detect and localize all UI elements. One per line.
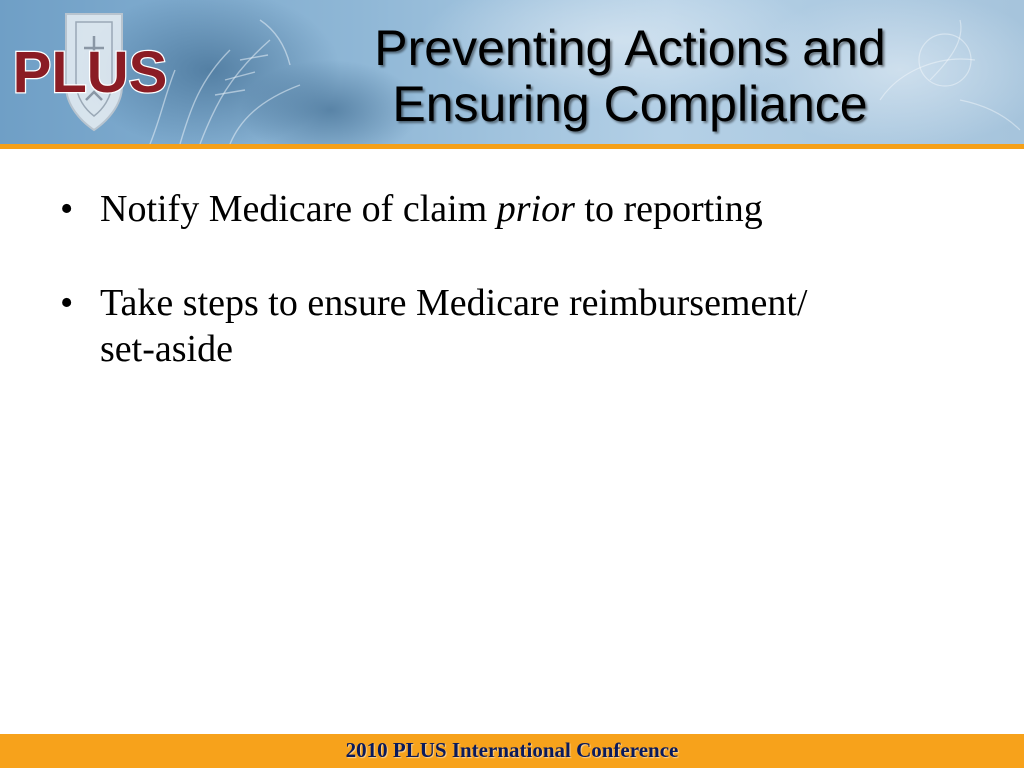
plus-logo — [6, 8, 174, 136]
bullet-text-line-2: set-aside — [100, 328, 233, 370]
bullet-text-line-1: Take steps to ensure Medicare reimbursement/ — [100, 282, 808, 324]
header-banner — [0, 0, 1024, 144]
bullet-marker: • — [60, 282, 74, 324]
bullet-text-after: to reporting — [574, 188, 763, 230]
bullet-marker: • — [60, 188, 74, 230]
bullet-list — [56, 186, 976, 420]
bullet-text-emphasis: prior — [496, 188, 575, 230]
footer-bar — [0, 734, 1024, 768]
title-line-1: Preventing Actions and — [374, 20, 886, 76]
header-orange-rule — [0, 144, 1024, 149]
slide-title — [300, 20, 960, 132]
bullet-item — [56, 186, 976, 232]
bullet-item — [56, 280, 976, 372]
bullet-text-before: Notify Medicare of claim — [100, 188, 497, 230]
footer-conference-text: 2010 PLUS International Conference — [345, 738, 679, 762]
title-line-2: Ensuring Compliance — [392, 76, 868, 132]
logo-wordmark: PLUS — [12, 40, 168, 105]
